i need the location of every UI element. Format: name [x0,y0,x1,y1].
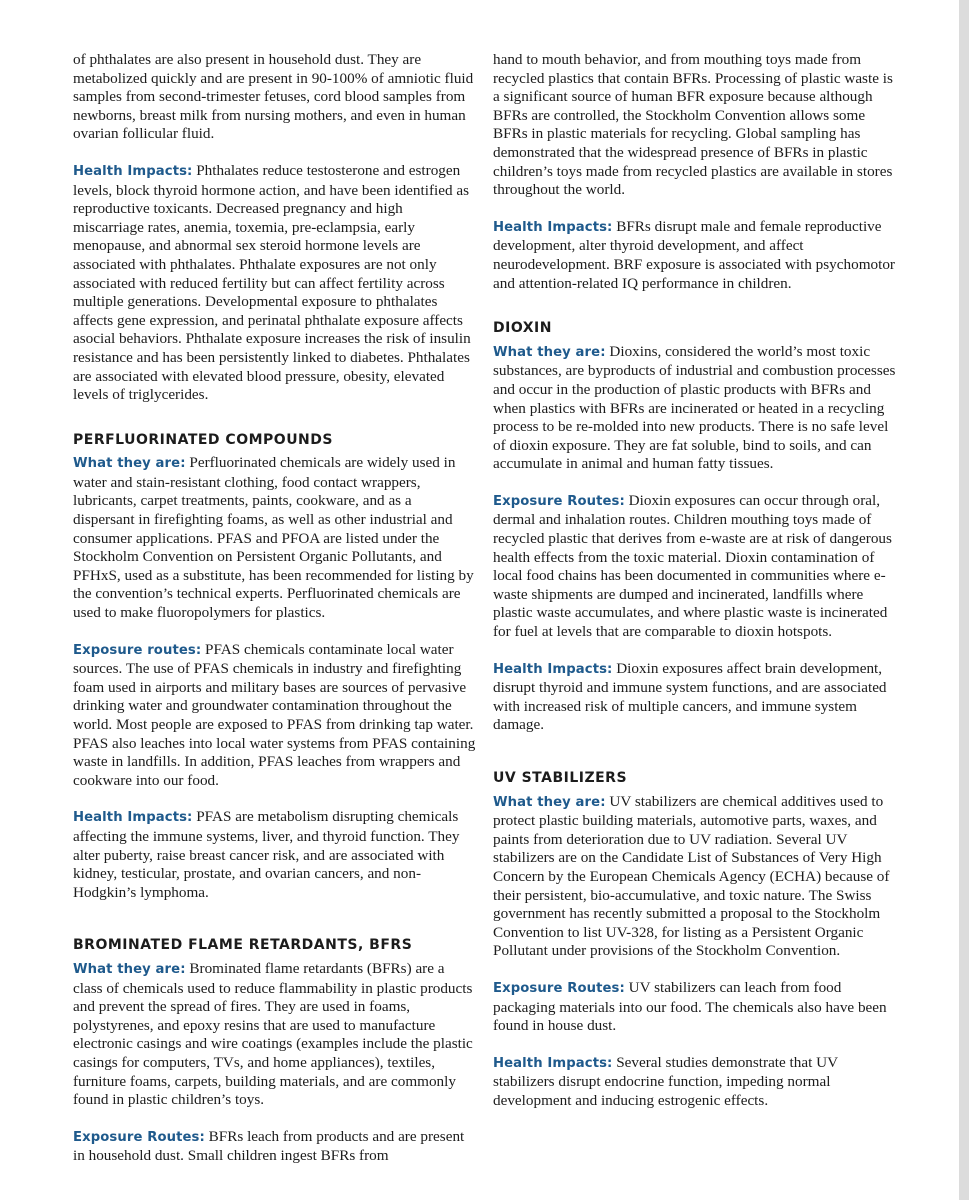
label-exposure-routes: Exposure Routes: [493,493,625,509]
page-edge [959,0,969,1200]
heading-brominated-flame-retardants: BROMINATED FLAME RETARDANTS, BFRS [73,937,413,954]
paragraph-text: UV stabilizers can leach from food packaging materials into our food. The chemicals also have been found in house dust. [493,978,887,1035]
paragraph-uv-health [493,1054,899,1111]
heading-uv-stabilizers: UV STABILIZERS [493,770,628,786]
label-what-they-are: What they are: [493,344,606,360]
paragraph-dioxin-what [493,343,899,474]
paragraph-bfr-what [73,960,476,1110]
paragraph-text: Dioxin exposures affect brain development, disrupt thyroid and immune system functions, and are associated with increased risk of multiple cancers, and immune system damage. [493,659,887,734]
label-health-impacts: Health Impacts: [493,661,613,677]
paragraph-dioxin-health [493,660,899,735]
paragraph-text: Perfluorinated chemicals are widely used in water and stain-resistant clothing, food contact wrappers, lubricants, carpet treatments, paints, cookware, and as a dispersant in firefighting foams, as well as other industrial and consumer applications. PFAS and PFOA are listed under the Stockholm Convention on Persistent Organic Pollutants, and PFHxS, used as a substitute, has been recommended for listing by the convention’s technical experts. Perfluorinated chemicals are used to make fluoropolymers for plastics. [73,454,474,622]
paragraph-text: BFRs disrupt male and female reproductive development, alter thyroid development, and affect neurodevelopment. BRF exposure is associated with psychomotor and attention-related IQ performance in children. [493,217,895,292]
paragraph-text: BFRs leach from products and are present in household dust. Small children ingest BFRs from [73,1127,465,1165]
paragraph-text: Several studies demonstrate that UV stabilizers disrupt endocrine function, impeding normal development and inducing estrogenic effects. [493,1053,838,1109]
heading-dioxin: DIOXIN [493,320,552,337]
label-exposure-routes: Exposure Routes: [73,1129,205,1145]
paragraph-bfr-exposure [73,1128,476,1166]
paragraph-pfc-exposure [73,641,476,791]
paragraph-text: Brominated flame retardants (BFRs) are a class of chemicals used to reduce flammability in plastic products and prevent the spread of fires. They are used in foams, polystyrenes, and epoxy resins that are used to manufacture electronic casings and wire coatings (examples include the plastic casings for computers, TVs, and home appliances), textiles, furniture foams, carpets, building materials, and are commonly found in plastic children’s toys. [73,959,473,1109]
paragraph-pfc-health [73,808,476,902]
paragraph-bfr-health [493,218,899,293]
paragraph-uv-what [493,793,899,961]
label-exposure-routes: Exposure routes: [73,642,202,658]
paragraph-dioxin-exposure [493,492,899,642]
paragraph-uv-exposure [493,979,899,1036]
heading-perfluorinated-compounds: PERFLUORINATED COMPOUNDS [73,431,333,448]
paragraph-text: UV stabilizers are chemical additives used to protect plastic building materials, automotive parts, waxes, and paints from deterioration due to UV radiation. Several UV stabilizers are on the Candidate List of Substances of Very High Concern by the European Chemicals Agency (ECHA) because of their persistent, bio-accumulative, and toxic nature. The Swiss government has recently submitted a proposal to the Stockholm Convention to list UV-328, for listing as a Persistent Organic Pollutant under provisions of the Stockholm Convention. [493,792,890,960]
label-health-impacts: Health Impacts: [493,1055,613,1071]
label-what-they-are: What they are: [73,961,186,977]
paragraph-pfc-what [73,454,476,622]
label-exposure-routes: Exposure Routes: [493,980,625,996]
paragraph-text: Dioxin exposures can occur through oral, dermal and inhalation routes. Children mouthing toys made of recycled plastic that derives from e-waste are at risk of dangerous health effects from the toxic material. Dioxin contamination of local food chains has been documented in communities where e-waste shipments are dumped and incinerated, landfills where plastic waste accumulates, and where plastic waste is incinerated for fuel at levels that are comparable to dioxin hotspots. [493,491,892,641]
left-column [73,51,476,1184]
label-what-they-are: What they are: [73,456,186,472]
right-column [493,51,899,1129]
paragraph-text: Phthalates reduce testosterone and estrogen levels, block thyroid hormone action, and have been identified as reproductive toxicants. Decreased pregnancy and high miscarriage rates, anemia, toxemia, pre-eclampsia, early menopause, and abnormal sex steroid hormone levels are associated with phthalates. Phthalate exposures are not only associated with reduced fertility but can affect fertility across multiple generations. Developmental exposure to phthalates affects gene expression, and perinatal phthalate exposure affects asocial behaviors. Phthalate exposure increases the risk of insulin resistance and has been persistently linked to diabetes. Phthalates are associated with elevated blood pressure, obesity, elevated levels of triglycerides. [73,161,471,404]
label-what-they-are: What they are: [493,794,606,810]
paragraph-bfr-exposure-continued: hand to mouth behavior, and from mouthing toys made from recycled plastics that contain BFRs. Processing of plastic waste is a significant source of human BFR exposure because although BFRs are controlled, the Stockholm Convention allows some BFRs in plastic materials for recycling. Global sampling has demonstrated that the widespread presence of BFRs in plastic children’s toys made from recycled plastics are available in stores throughout the world. [493,51,893,199]
paragraph-phthalates-exposure: of phthalates are also present in household dust. They are metabolized quickly and are present in 90-100% of amniotic fluid samples from second-trimester fetuses, cord blood samples from newborns, breast milk from nursing mothers, and even in human ovarian follicular fluid. [73,51,474,143]
paragraph-text: Dioxins, considered the world’s most toxic substances, are byproducts of industrial and combustion processes and occur in the production of plastic products with BFRs and when plastics with BFRs are incinerated or heated in a recycling process to be re-molded into new products. There is no safe level of dioxin exposure. They are fat soluble, bind to soils, and can accumulate in animal and human fatty tissues. [493,342,896,473]
label-health-impacts: Health Impacts: [73,163,193,179]
paragraph-text: PFAS are metabolism disrupting chemicals affecting the immune systems, liver, and thyroid function. They alter puberty, raise breast cancer risk, and are associated with kidney, testicular, prostate, and ovarian cancers, and non-Hodgkin’s lymphoma. [73,808,460,901]
label-health-impacts: Health Impacts: [73,810,193,826]
paragraph-text: PFAS chemicals contaminate local water sources. The use of PFAS chemicals in industry and firefighting foam used in airports and military bases are sources of pervasive drinking water and groundwater contamination throughout the world. Most people are exposed to PFAS from drinking tap water. PFAS also leaches into local water systems from PFAS containing waste in landfills. In addition, PFAS leaches from wrappers and cookware into our food. [73,640,476,789]
paragraph-phthalates-health [73,162,476,405]
label-health-impacts: Health Impacts: [493,219,613,235]
